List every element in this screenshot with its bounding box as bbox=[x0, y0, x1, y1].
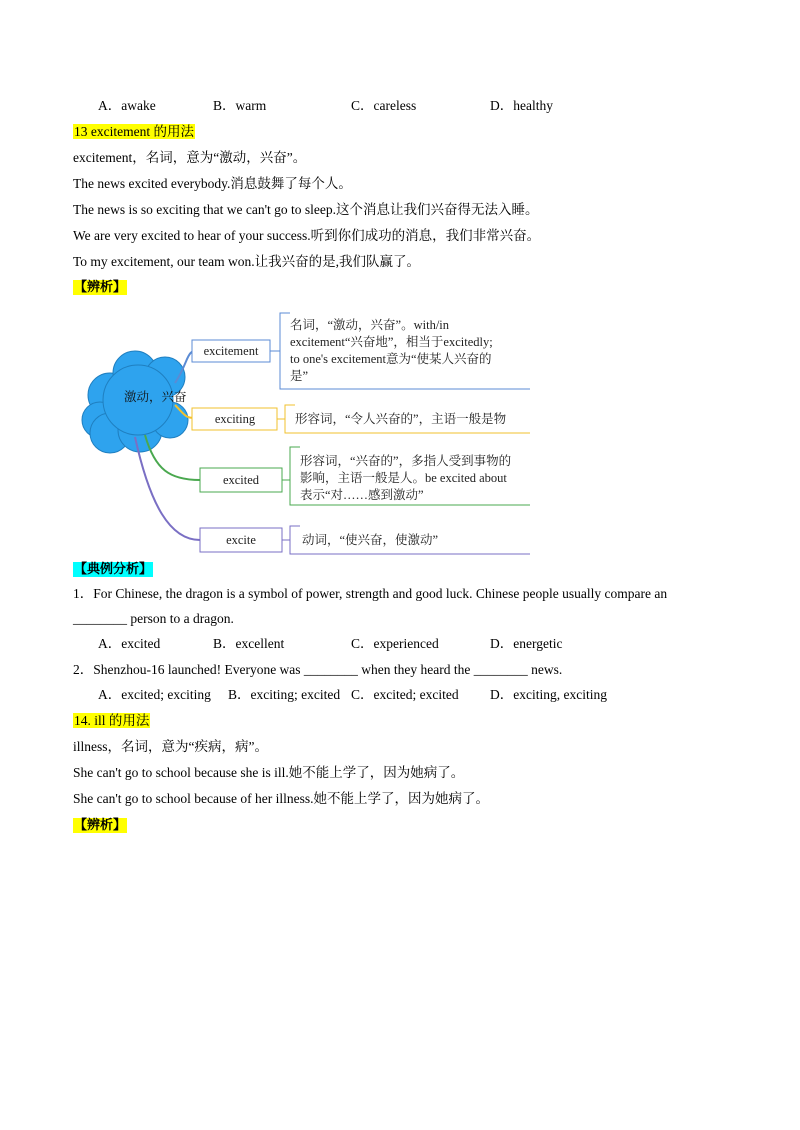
q2-option-a: A．excited; exciting bbox=[98, 687, 211, 702]
q1-option-d: D．energetic bbox=[490, 636, 563, 651]
desc-excited-2: 影响，主语一般是人。be excited about bbox=[300, 471, 507, 485]
s14-line-1: illness，名词，意为“疾病，病”。 bbox=[73, 739, 268, 754]
q2-option-d: D．exciting, exciting bbox=[490, 687, 607, 702]
section-13-heading: 13 excitement 的用法 bbox=[74, 124, 194, 139]
desc-excitement-2: excitement“兴奋地”，相当于excitedly; bbox=[290, 335, 493, 349]
branch-excited bbox=[200, 447, 530, 505]
s14-line-2: She can't go to school because she is ill.她不能上学了，因为她病了。 bbox=[73, 765, 465, 780]
desc-excitement-1: 名词，“激动，兴奋”。with/in bbox=[290, 318, 450, 332]
branch-excitement bbox=[192, 313, 530, 389]
connector-excite bbox=[135, 437, 200, 540]
desc-excited-3: 表示“对……感到激动” bbox=[300, 488, 424, 502]
word-excitement: excitement bbox=[203, 344, 259, 358]
q2-option-b: B．exciting; excited bbox=[228, 687, 341, 702]
q1-line-1: 1．For Chinese, the dragon is a symbol of power, strength and good luck. Chinese people usually compare an bbox=[73, 586, 668, 601]
desc-excitement-3: to one's excitement意为“使某人兴奋的 bbox=[290, 352, 492, 366]
s14-analysis-label: 【辨析】 bbox=[74, 818, 127, 833]
desc-excited-1: 形容词，“兴奋的”，多指人受到事物的 bbox=[300, 454, 512, 468]
s13-line-2: The news excited everybody.消息鼓舞了每个人。 bbox=[73, 176, 352, 191]
desc-excitement-4: 是” bbox=[290, 369, 309, 383]
mind-map-diagram bbox=[80, 305, 535, 560]
q1-option-a: A．excited bbox=[98, 636, 161, 651]
s14-line-3: She can't go to school because of her illness.她不能上学了，因为她病了。 bbox=[73, 791, 489, 806]
branch-exciting bbox=[192, 405, 530, 433]
q1-option-c: C．experienced bbox=[351, 636, 439, 651]
word-excited: excited bbox=[222, 473, 260, 487]
q1-line-2: ________ person to a dragon. bbox=[73, 611, 234, 626]
s13-line-1: excitement，名词，意为“激动，兴奋”。 bbox=[73, 150, 307, 165]
branch-excite bbox=[200, 526, 530, 554]
center-label: 激动，兴奋 bbox=[124, 390, 187, 404]
q1-option-b: B．excellent bbox=[213, 636, 285, 651]
s13-line-4: We are very excited to hear of your success.听到你们成功的消息，我们非常兴奋。 bbox=[73, 228, 541, 243]
section-14-heading: 14. ill 的用法 bbox=[74, 713, 150, 728]
s13-line-3: The news is so exciting that we can't go to sleep.这个消息让我们兴奋得无法入睡。 bbox=[73, 202, 539, 217]
s13-analysis-label: 【辨析】 bbox=[74, 280, 127, 295]
q12-option-c: C．careless bbox=[351, 98, 417, 113]
s13-line-5: To my excitement, our team won.让我兴奋的是,我们队赢了。 bbox=[73, 254, 421, 269]
q12-option-a: A．awake bbox=[98, 98, 156, 113]
desc-excite-1: 动词，“使兴奋，使激动” bbox=[302, 533, 439, 547]
examples-label: 【典例分析】 bbox=[74, 562, 153, 577]
desc-exciting-1: 形容词，“令人兴奋的”，主语一般是物 bbox=[295, 412, 507, 426]
word-exciting: exciting bbox=[214, 412, 256, 426]
q12-option-b: B．warm bbox=[213, 98, 267, 113]
q2-option-c: C．excited; excited bbox=[351, 687, 459, 702]
q12-option-d: D．healthy bbox=[490, 98, 553, 113]
word-excite: excite bbox=[226, 533, 256, 547]
q2-line: 2．Shenzhou-16 launched! Everyone was ________ when they heard the ________ news. bbox=[73, 662, 563, 677]
